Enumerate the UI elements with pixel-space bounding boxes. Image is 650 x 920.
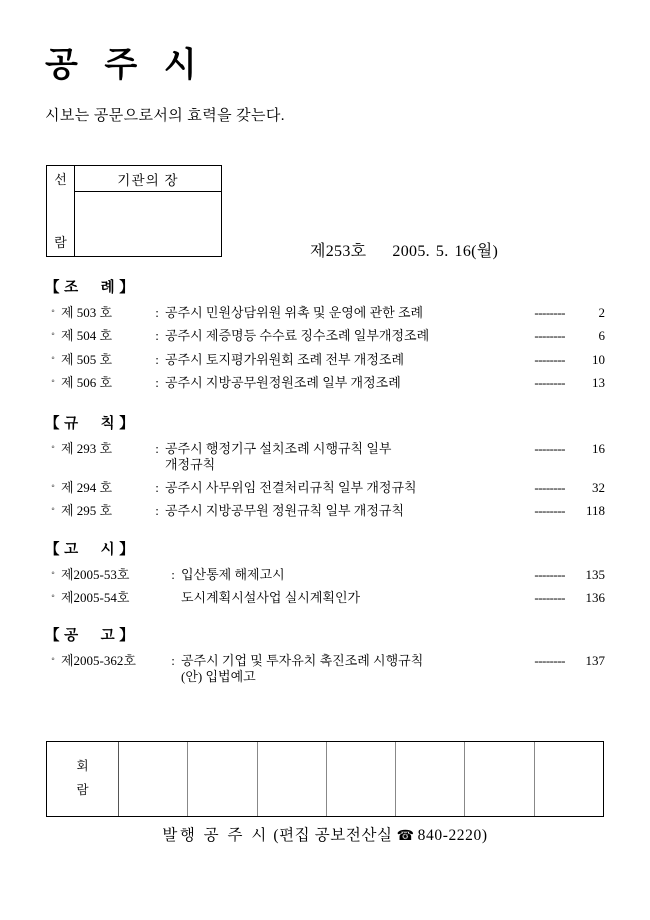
section-title-char-1: 고 xyxy=(64,541,79,558)
bracket-open: 【 xyxy=(45,541,60,558)
entry-colon: : xyxy=(155,479,159,495)
footer-editor: (편집 공보전산실 xyxy=(273,827,393,844)
circulation-cell[interactable] xyxy=(327,742,396,816)
bullet-icon: ◦ xyxy=(51,329,55,341)
bullet-icon: ◦ xyxy=(51,306,55,317)
approval-signature-area xyxy=(75,192,221,256)
entry-number: 제2005-362호 xyxy=(61,653,136,669)
approval-label-top: 선 xyxy=(54,172,67,187)
table-of-contents xyxy=(45,276,605,696)
toc-entry[interactable] xyxy=(45,648,605,687)
footer-publisher: 발행 공 주 시 xyxy=(162,827,269,844)
approval-box-side-label xyxy=(47,166,75,256)
toc-entry[interactable] xyxy=(45,300,605,323)
section-title-char-1: 규 xyxy=(64,416,79,433)
section-notice xyxy=(45,538,605,609)
entry-colon: : xyxy=(155,503,159,519)
entry-subject xyxy=(165,374,503,390)
masthead-tagline: 시보는 공문으로서의 효력을 갖는다. xyxy=(45,107,285,124)
entry-subject-line1: 공주시 지방공무원정원조례 일부 개정조례 xyxy=(165,374,401,390)
entry-leader: -------- xyxy=(534,374,565,390)
entry-number: 제2005-53호 xyxy=(61,566,130,582)
footer xyxy=(0,823,650,845)
section-rule xyxy=(45,412,605,521)
entry-page-number: 2 xyxy=(598,305,605,320)
entry-subject-line1: 공주시 지방공무원 정원규칙 일부 개정규칙 xyxy=(165,503,405,519)
entry-colon: : xyxy=(155,351,159,367)
circulation-cell[interactable] xyxy=(396,742,465,816)
toc-entry[interactable] xyxy=(45,498,605,521)
toc-entry[interactable] xyxy=(45,475,605,498)
entry-colon: : xyxy=(155,441,159,457)
entry-subject-line1: 도시계획시설사업 실시계획인가 xyxy=(181,589,361,605)
bracket-close: 】 xyxy=(119,628,135,645)
entry-page-number: 137 xyxy=(585,653,605,669)
page-title: 공 주 시 xyxy=(45,47,206,84)
bullet-icon: ◦ xyxy=(51,504,55,516)
section-title-char-1: 조 xyxy=(64,280,79,296)
entry-subject-line1: 공주시 민원상담위원 위촉 및 운영에 관한 조례 xyxy=(165,305,424,320)
entry-subject-line1: 입산통제 해제고시 xyxy=(181,566,285,582)
entry-number: 제 506 호 xyxy=(61,374,113,390)
entry-colon: : xyxy=(155,305,159,320)
section-ordinance xyxy=(45,276,605,393)
issue-year: 2005. xyxy=(392,243,430,260)
circulation-label-top: 회 xyxy=(76,759,89,774)
bullet-icon: ◦ xyxy=(51,375,55,387)
entry-leader: -------- xyxy=(534,479,565,495)
bullet-icon: ◦ xyxy=(51,654,55,666)
telephone-icon: ☎ xyxy=(396,829,415,844)
entry-subject-line1: 공주시 행정기구 설치조례 시행규칙 일부 xyxy=(165,441,392,457)
entry-page-number: 136 xyxy=(585,589,605,605)
entry-colon: : xyxy=(155,374,159,390)
bullet-icon: ◦ xyxy=(51,352,55,364)
section-title-rule xyxy=(45,412,605,433)
entry-colon: : xyxy=(155,328,159,344)
entry-subject-line1: 공주시 토지평가위원회 조례 전부 개정조례 xyxy=(165,351,405,367)
entry-subject xyxy=(181,589,503,605)
section-title-char-1: 공 xyxy=(64,628,79,645)
circulation-label-bottom: 람 xyxy=(76,783,89,797)
entry-subject-line1: 공주시 기업 및 투자유치 촉진조례 시행규칙 xyxy=(181,653,424,669)
entry-leader: -------- xyxy=(534,351,565,367)
circulation-table xyxy=(46,741,604,817)
bracket-open: 【 xyxy=(45,628,60,645)
approval-label-bottom: 람 xyxy=(54,235,67,250)
entry-page-number: 135 xyxy=(585,566,605,582)
entry-leader: -------- xyxy=(534,653,565,669)
entry-subject xyxy=(181,652,503,684)
circulation-cell[interactable] xyxy=(535,742,603,816)
entry-leader: -------- xyxy=(534,328,565,344)
bracket-close: 】 xyxy=(119,280,135,296)
circulation-cell[interactable] xyxy=(465,742,534,816)
toc-entry[interactable] xyxy=(45,562,605,585)
section-title-ordinance xyxy=(45,276,605,297)
entry-page-number: 6 xyxy=(598,328,605,344)
entry-page-number: 32 xyxy=(592,479,605,495)
entry-subject xyxy=(165,502,503,518)
approval-box-header: 기관의 장 xyxy=(75,166,221,192)
section-title-char-2: 시 xyxy=(100,541,116,558)
section-announcement xyxy=(45,624,605,687)
circulation-cell[interactable] xyxy=(258,742,327,816)
entry-number: 제 295 호 xyxy=(61,503,113,519)
entry-leader: -------- xyxy=(534,566,565,582)
bullet-icon: ◦ xyxy=(51,442,55,454)
entry-subject-line2: (안) 입법예고 xyxy=(181,668,256,684)
masthead xyxy=(45,48,605,125)
bullet-icon: ◦ xyxy=(51,590,55,602)
entry-number: 제 504 호 xyxy=(61,328,113,344)
entry-page-number: 16 xyxy=(592,441,605,457)
entry-subject-line1: 공주시 제증명등 수수료 징수조례 일부개정조례 xyxy=(165,328,430,344)
circulation-cell[interactable] xyxy=(188,742,257,816)
section-title-announcement xyxy=(45,624,605,645)
entry-subject-line2: 개정규칙 xyxy=(165,456,216,472)
circulation-label xyxy=(47,742,119,816)
entry-subject xyxy=(181,566,503,582)
section-title-char-2: 례 xyxy=(100,280,116,296)
toc-entry[interactable] xyxy=(45,347,605,370)
bullet-icon: ◦ xyxy=(51,567,55,579)
section-title-char-2: 칙 xyxy=(100,416,116,433)
entry-leader: -------- xyxy=(534,503,565,519)
bracket-close: 】 xyxy=(119,416,135,433)
entry-number: 제 505 호 xyxy=(61,351,113,367)
entry-subject xyxy=(165,351,503,367)
entry-colon: : xyxy=(171,653,175,669)
issue-month: 5. xyxy=(435,243,449,260)
entry-subject xyxy=(165,304,503,320)
issue-day: 16(월) xyxy=(454,243,499,260)
issue-line xyxy=(310,238,498,261)
entry-leader: -------- xyxy=(534,441,565,457)
entry-number: 제2005-54호 xyxy=(61,589,130,605)
bullet-icon: ◦ xyxy=(51,480,55,492)
footer-phone: 840-2220) xyxy=(417,827,488,844)
toc-entry[interactable] xyxy=(45,323,605,346)
entry-number: 제 503 호 xyxy=(61,305,113,320)
toc-entry[interactable] xyxy=(45,585,605,608)
entry-leader: -------- xyxy=(534,589,565,605)
entry-colon xyxy=(165,589,181,590)
toc-entry[interactable] xyxy=(45,436,605,475)
issue-number: 제253호 xyxy=(310,243,367,260)
approval-box xyxy=(46,165,222,257)
section-title-char-2: 고 xyxy=(100,628,116,645)
bracket-open: 【 xyxy=(45,280,60,296)
entry-page-number: 118 xyxy=(585,503,605,519)
approval-box-main xyxy=(75,166,221,256)
entry-page-number: 13 xyxy=(592,374,605,390)
entry-number: 제 294 호 xyxy=(61,479,113,495)
section-title-notice xyxy=(45,538,605,559)
entry-page-number: 10 xyxy=(592,351,605,367)
bracket-close: 】 xyxy=(119,541,135,558)
bracket-open: 【 xyxy=(45,416,60,433)
issue-date xyxy=(392,243,498,260)
entry-number: 제 293 호 xyxy=(61,441,113,457)
entry-subject-line1: 공주시 사무위임 전결처리규칙 일부 개정규칙 xyxy=(165,479,417,495)
toc-entry[interactable] xyxy=(45,370,605,393)
entry-leader: -------- xyxy=(534,305,565,320)
circulation-cell[interactable] xyxy=(119,742,188,816)
entry-colon: : xyxy=(171,566,175,582)
entry-subject xyxy=(165,327,503,343)
entry-subject xyxy=(165,440,503,472)
entry-subject xyxy=(165,479,503,495)
